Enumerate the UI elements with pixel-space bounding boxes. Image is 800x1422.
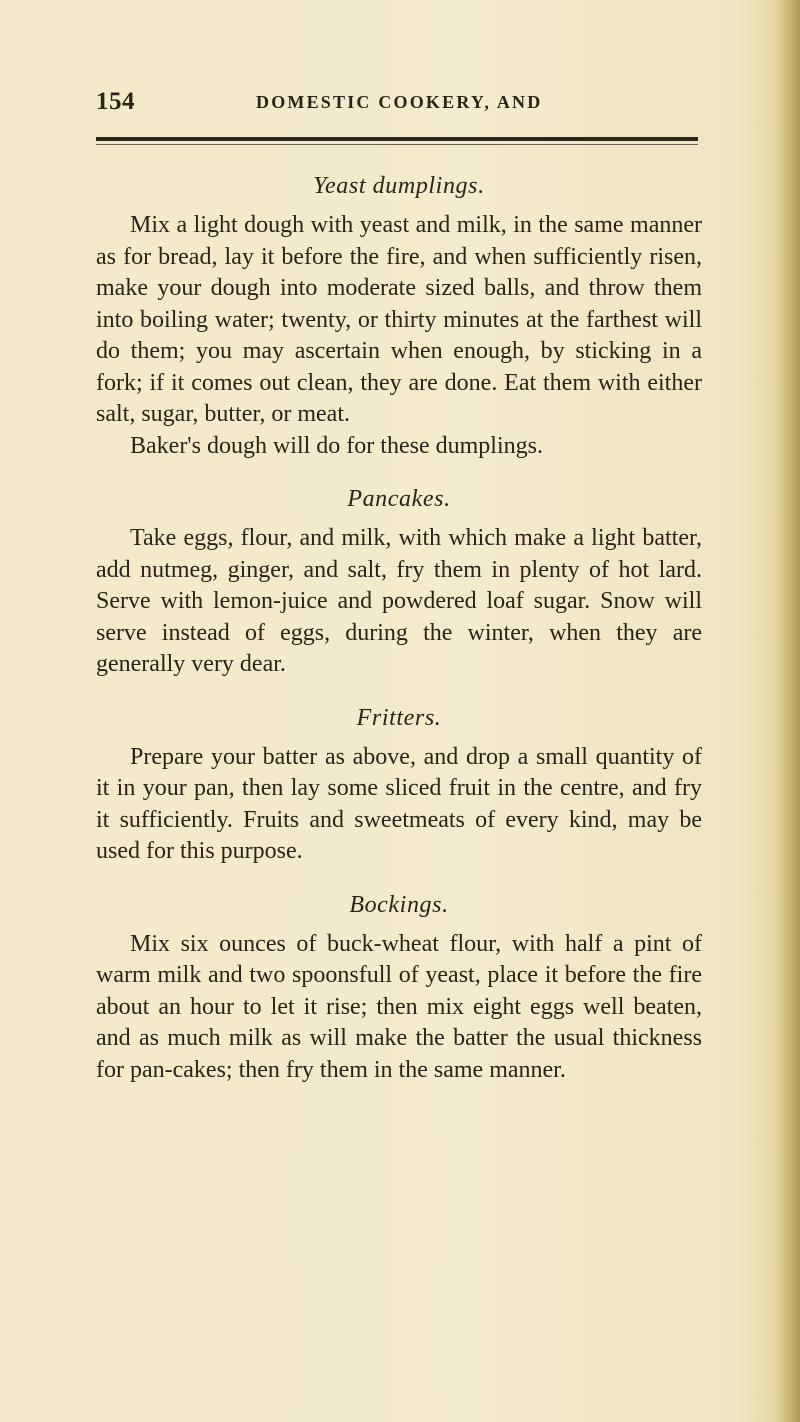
recipe-paragraph: Take eggs, flour, and milk, with which make a light batter, add nutmeg, ginger, and salt, fry them in plenty of hot lard. Serve with lemon-juice and powdered loaf sugar. Snow will serve instead of eggs, during the winter, when they are generally very dear. [96,525,702,677]
page-edge-shadow [774,0,800,1422]
recipe-paragraph: Prepare your batter as above, and drop a small quantity of it in your pan, then lay some sliced fruit in the centre, and fry it sufficiently. Fruits and sweetmeats of every kind, may be used for this purpose. [96,743,702,864]
recipe-yeast-dumplings [96,170,702,462]
header-rule-thin [96,144,698,145]
recipe-title: Fritters. [356,704,442,731]
recipe-title: Pancakes. [347,486,451,512]
running-head: DOMESTIC COOKERY, AND [256,92,543,112]
page-number: 154 [96,88,135,115]
recipe-title: Bockings. [349,891,449,918]
page-header [96,88,696,120]
header-rule [96,137,698,141]
recipe-paragraph: Baker's dough will do for these dumplings. [130,432,543,459]
recipe-paragraph: Mix six ounces of buck-wheat flour, with half a pint of warm milk and two spoonsfull of yeast, place it before the fire about an hour to let it rise; then mix eight eggs well beaten, and as much milk as will make the batter the usual thickness for pan-cakes; then fry them in the same manner. [96,930,702,1083]
recipe-fritters [96,702,702,868]
recipe-bockings [96,889,702,1087]
recipe-paragraph: Mix a light dough with yeast and milk, in the same manner as for bread, lay it before the fire, and when sufficiently risen, make your dough into moderate sized balls, and throw them into boiling water; twenty, or thirty minutes at the farthest will do them; you may ascertain when enough, by sticking in a fork; if it comes out clean, they are done. Eat them with either salt, sugar, butter, or meat. [96,212,702,427]
recipe-pancakes [96,483,702,681]
page-body [96,170,702,1086]
recipe-title: Yeast dumplings. [313,173,485,199]
